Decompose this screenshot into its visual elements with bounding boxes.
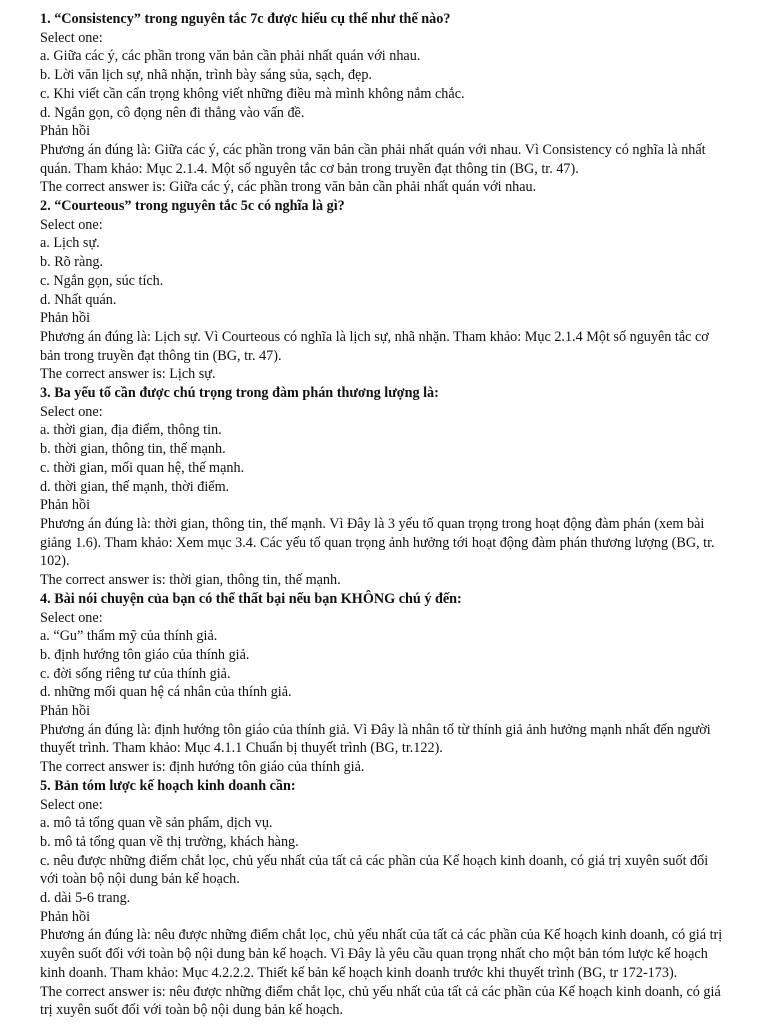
question-block	[40, 10, 730, 197]
feedback-label: Phản hồi	[40, 908, 91, 925]
option-c: c. Ngắn gọn, súc tích.	[40, 272, 164, 289]
option-c: c. Khi viết cần cẩn trọng không viết những điều mà mình không nắm chắc.	[40, 85, 465, 102]
question-block	[40, 197, 730, 384]
option-c: c. đời sống riêng tư của thính giả.	[40, 665, 231, 682]
feedback-label: Phản hồi	[40, 703, 91, 720]
select-one-label: Select one:	[40, 403, 103, 420]
option-d: d. những mối quan hệ cá nhân của thính giả.	[40, 684, 292, 701]
question-block	[40, 590, 730, 777]
option-a: a. mô tả tổng quan về sản phẩm, dịch vụ.	[40, 815, 273, 832]
correct-answer: The correct answer is: thời gian, thông tin, thế mạnh.	[40, 572, 341, 589]
select-one-label: Select one:	[40, 216, 103, 233]
question-block	[40, 384, 730, 590]
question-title: 3. Ba yếu tố cần được chú trọng trong đàm phán thương lượng là:	[40, 385, 439, 402]
option-d: d. dài 5-6 trang.	[40, 890, 131, 907]
correct-answer: The correct answer is: Giữa các ý, các phần trong văn bản cần phải nhất quán với nhau.	[40, 179, 537, 196]
correct-answer: The correct answer is: định hướng tôn giáo của thính giả.	[40, 759, 365, 776]
option-a: a. thời gian, địa điểm, thông tin.	[40, 422, 222, 439]
quiz-document	[40, 10, 730, 1020]
option-c: c. thời gian, mối quan hệ, thế mạnh.	[40, 459, 245, 476]
feedback-text: Phương án đúng là: định hướng tôn giáo của thính giả. Vì Đây là nhân tố từ thính giả ảnh hưởng mạnh nhất đến người thuyết trình. Tham khảo: Mục 4.1.1 Chuẩn bị thuyết trình (BG, tr.122).	[40, 721, 711, 757]
option-b: b. thời gian, thông tin, thế mạnh.	[40, 441, 226, 458]
select-one-label: Select one:	[40, 796, 103, 813]
option-d: d. Nhất quán.	[40, 291, 117, 308]
feedback-text: Phương án đúng là: nêu được những điểm chắt lọc, chủ yếu nhất của tất cả các phần của Kế hoạch kinh doanh, có giá trị xuyên suốt đối với toàn bộ nội dung bản kế hoạch. Vì Đây là yêu cầu quan trọng nhất cho một bản tóm lược kế hoạch kinh doanh. Tham khảo: Mục 4.2.2.2. Thiết kế bản kế hoạch kinh doanh trước khi thuyết trình (BG, tr 172-173).	[40, 927, 723, 981]
select-one-label: Select one:	[40, 29, 103, 46]
feedback-text: Phương án đúng là: thời gian, thông tin, thế mạnh. Vì Đây là 3 yếu tố quan trọng trong hoạt động đàm phán (xem bài giảng 1.6). Tham khảo: Xem mục 3.4. Các yếu tố quan trọng ảnh hưởng tới hoạt động đàm phán thương lượng (BG, tr. 102).	[40, 515, 715, 570]
feedback-label: Phản hồi	[40, 310, 91, 327]
feedback-text: Phương án đúng là: Giữa các ý, các phần trong văn bản cần phải nhất quán với nhau. Vì Consistency có nghĩa là nhất quán. Tham khảo: Mục 2.1.4. Một số nguyên tắc cơ bản trong truyền đạt thông tin (BG, tr. 47).	[40, 141, 706, 177]
correct-answer: The correct answer is: nêu được những điểm chắt lọc, chủ yếu nhất của tất cả các phần của Kế hoạch kinh doanh, có giá trị xuyên suốt đối với toàn bộ nội dung bản kế hoạch.	[40, 983, 721, 1019]
option-b: b. định hướng tôn giáo của thính giả.	[40, 646, 250, 663]
option-c: c. nêu được những điểm chắt lọc, chủ yếu nhất của tất cả các phần của Kế hoạch kinh doanh, có giá trị xuyên suốt đối với toàn bộ nội dung bản kế hoạch.	[40, 852, 709, 888]
question-title: 5. Bản tóm lược kế hoạch kinh doanh cần:	[40, 777, 296, 794]
option-b: b. mô tả tổng quan về thị trường, khách hàng.	[40, 833, 299, 850]
feedback-label: Phản hồi	[40, 123, 91, 140]
option-d: d. Ngắn gọn, cô đọng nên đi thẳng vào vấn đề.	[40, 104, 305, 121]
correct-answer: The correct answer is: Lịch sự.	[40, 366, 216, 383]
option-a: a. “Gu” thẩm mỹ của thính giả.	[40, 628, 218, 645]
option-a: a. Giữa các ý, các phần trong văn bản cần phải nhất quán với nhau.	[40, 48, 421, 65]
select-one-label: Select one:	[40, 609, 103, 626]
option-a: a. Lịch sự.	[40, 235, 100, 252]
option-d: d. thời gian, thế mạnh, thời điểm.	[40, 478, 230, 495]
question-title: 1. “Consistency” trong nguyên tắc 7c được hiểu cụ thể như thế nào?	[40, 11, 451, 27]
question-block	[40, 777, 730, 1020]
option-b: b. Lời văn lịch sự, nhã nhặn, trình bày sáng sủa, sạch, đẹp.	[40, 67, 372, 84]
feedback-text: Phương án đúng là: Lịch sự. Vì Courteous có nghĩa là lịch sự, nhã nhặn. Tham khảo: Mục 2.1.4 Một số nguyên tắc cơ bản trong truyền đạt thông tin (BG, tr. 47).	[40, 328, 709, 364]
question-title: 2. “Courteous” trong nguyên tắc 5c có nghĩa là gì?	[40, 198, 345, 215]
question-title: 4. Bài nói chuyện của bạn có thể thất bại nếu bạn KHÔNG chú ý đến:	[40, 590, 462, 607]
option-b: b. Rõ ràng.	[40, 254, 104, 271]
feedback-label: Phản hồi	[40, 497, 91, 514]
